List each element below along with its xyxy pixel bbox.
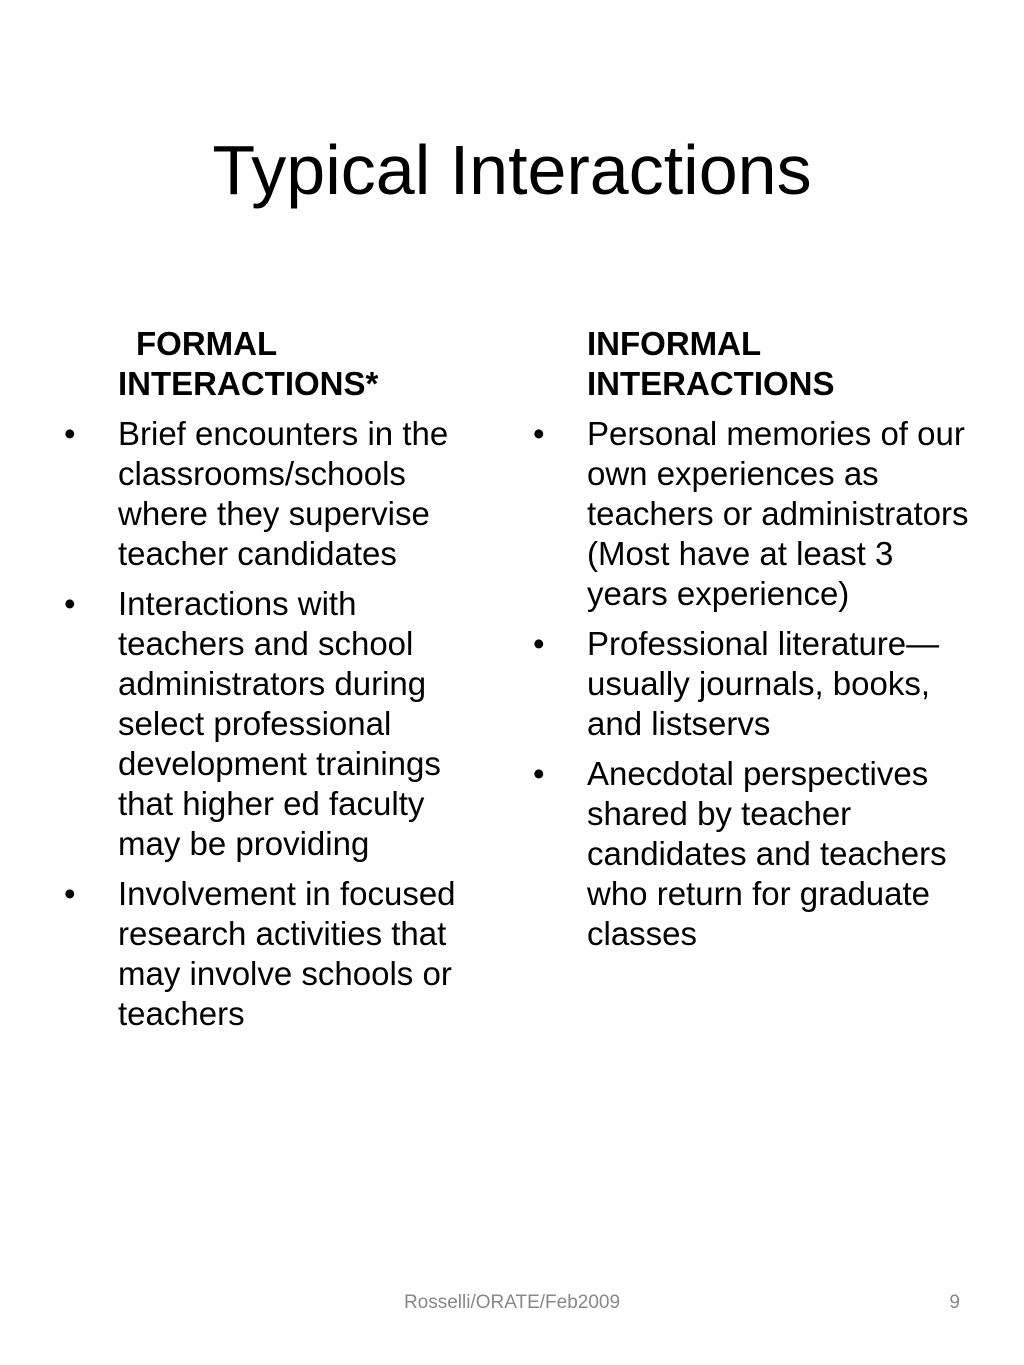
informal-bullet-item (531, 624, 971, 744)
informal-heading: INFORMAL INTERACTIONS (587, 325, 835, 402)
formal-interactions-column (62, 324, 490, 1044)
informal-bullet-list (531, 414, 971, 954)
formal-bullet-text: Interactions with teachers and school administrators during select professional development trainings that higher ed faculty may be providing (118, 585, 441, 862)
formal-bullet-item (62, 584, 490, 864)
informal-bullet-text: Personal memories of our own experiences as teachers or administrators (Most have at least 3 years experience) (587, 415, 969, 612)
formal-bullet-list (62, 414, 490, 1034)
page-number: 9 (949, 1292, 960, 1313)
informal-bullet-item (531, 414, 971, 614)
bullet-icon: • (64, 415, 76, 452)
slide-footer: Rosselli/ORATE/Feb2009 (403, 1292, 621, 1313)
bullet-icon: • (533, 625, 545, 662)
formal-bullet-text: Brief encounters in the classrooms/schools where they supervise teacher candidates (118, 415, 449, 572)
bullet-icon: • (64, 585, 76, 622)
formal-heading: FORMAL INTERACTIONS* (118, 325, 379, 402)
informal-bullet-text: Professional literature—usually journals, books, and listservs (587, 625, 940, 742)
slide-title: Typical Interactions (212, 131, 812, 209)
formal-bullet-item (62, 874, 490, 1034)
bullet-icon: • (533, 755, 545, 792)
informal-bullet-item (531, 754, 971, 954)
informal-bullet-text: Anecdotal perspectives shared by teacher candidates and teachers who return for graduate classes (587, 755, 947, 952)
bullet-icon: • (533, 415, 545, 452)
bullet-icon: • (64, 875, 76, 912)
formal-bullet-item (62, 414, 490, 574)
informal-interactions-column (531, 324, 971, 964)
formal-bullet-text: Involvement in focused research activities that may involve schools or teachers (118, 875, 456, 1032)
